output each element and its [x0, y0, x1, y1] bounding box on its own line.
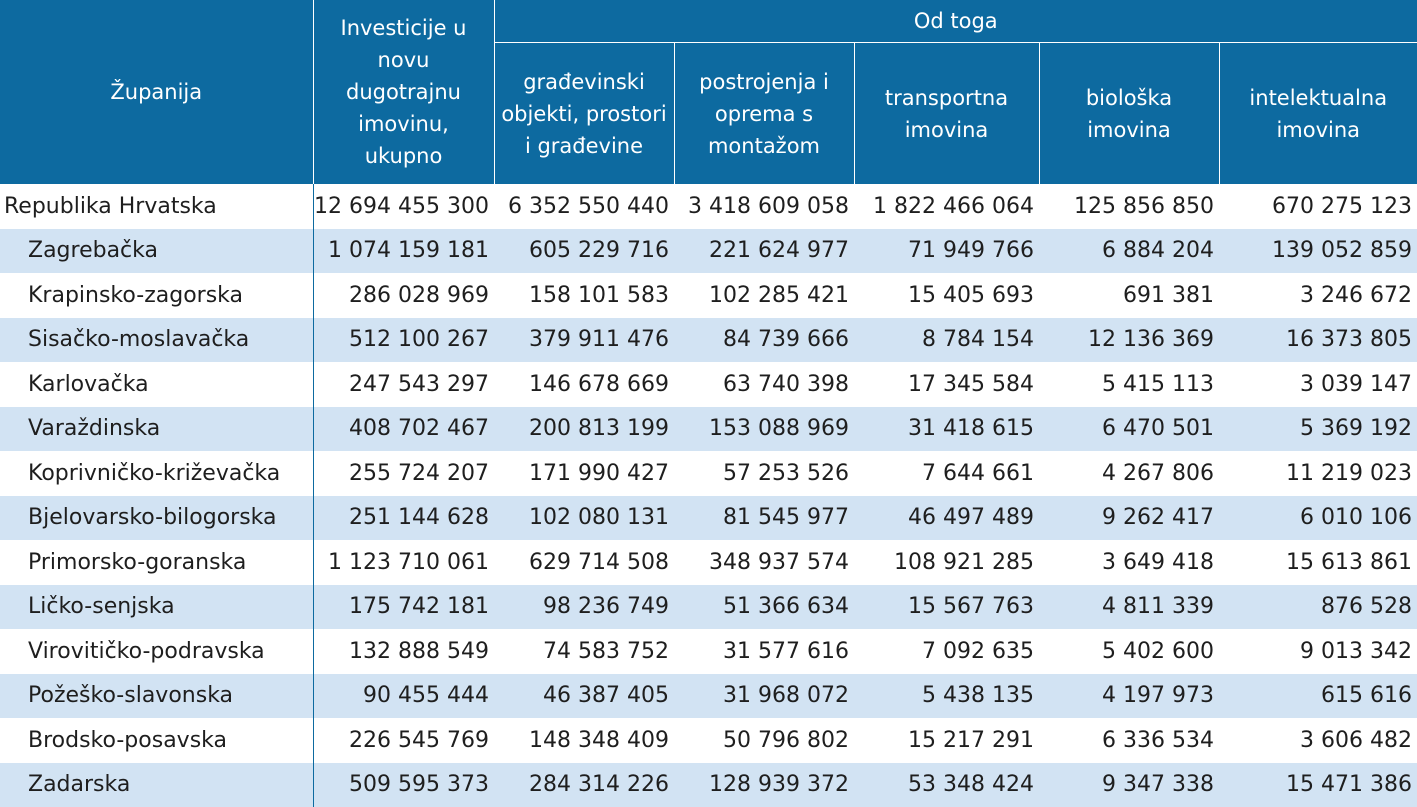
cell-intellectual: 876 528 — [1219, 585, 1417, 630]
cell-total: 226 545 769 — [313, 718, 494, 763]
cell-transport: 8 784 154 — [854, 318, 1039, 363]
cell-biological: 6 884 204 — [1039, 229, 1219, 274]
county-name: Karlovačka — [0, 362, 313, 407]
cell-intellectual: 139 052 859 — [1219, 229, 1417, 274]
cell-intellectual: 5 369 192 — [1219, 407, 1417, 452]
table-row — [0, 273, 1417, 318]
header-buildings: građevinski objekti, prostori i građevine — [494, 43, 674, 185]
cell-equipment: 84 739 666 — [674, 318, 854, 363]
cell-biological: 9 262 417 — [1039, 496, 1219, 541]
cell-total: 90 455 444 — [313, 674, 494, 719]
county-name: Varaždinska — [0, 407, 313, 452]
cell-buildings: 146 678 669 — [494, 362, 674, 407]
cell-equipment: 3 418 609 058 — [674, 184, 854, 229]
table-body — [0, 184, 1417, 807]
cell-equipment: 153 088 969 — [674, 407, 854, 452]
cell-total: 509 595 373 — [313, 763, 494, 807]
cell-biological: 4 197 973 — [1039, 674, 1219, 719]
cell-equipment: 31 577 616 — [674, 629, 854, 674]
county-name: Brodsko-posavska — [0, 718, 313, 763]
cell-total: 247 543 297 — [313, 362, 494, 407]
cell-intellectual: 3 246 672 — [1219, 273, 1417, 318]
cell-intellectual: 6 010 106 — [1219, 496, 1417, 541]
table-row — [0, 451, 1417, 496]
table-row — [0, 585, 1417, 630]
table-row — [0, 763, 1417, 807]
cell-biological: 5 402 600 — [1039, 629, 1219, 674]
header-of-which: Od toga — [494, 0, 1417, 43]
table-row — [0, 184, 1417, 229]
table-row — [0, 496, 1417, 541]
cell-intellectual: 16 373 805 — [1219, 318, 1417, 363]
cell-total: 286 028 969 — [313, 273, 494, 318]
cell-buildings: 605 229 716 — [494, 229, 674, 274]
cell-equipment: 348 937 574 — [674, 540, 854, 585]
table-row — [0, 407, 1417, 452]
table-row — [0, 229, 1417, 274]
header-transport: transportna imovina — [854, 43, 1039, 185]
cell-buildings: 148 348 409 — [494, 718, 674, 763]
cell-biological: 12 136 369 — [1039, 318, 1219, 363]
header-equipment: postrojenja i oprema s montažom — [674, 43, 854, 185]
cell-transport: 15 405 693 — [854, 273, 1039, 318]
cell-transport: 15 567 763 — [854, 585, 1039, 630]
cell-equipment: 102 285 421 — [674, 273, 854, 318]
cell-biological: 4 267 806 — [1039, 451, 1219, 496]
cell-transport: 5 438 135 — [854, 674, 1039, 719]
cell-buildings: 379 911 476 — [494, 318, 674, 363]
header-biological: biološka imovina — [1039, 43, 1219, 185]
cell-transport: 46 497 489 — [854, 496, 1039, 541]
cell-total: 255 724 207 — [313, 451, 494, 496]
table-row — [0, 540, 1417, 585]
cell-biological: 6 470 501 — [1039, 407, 1219, 452]
cell-biological: 691 381 — [1039, 273, 1219, 318]
cell-biological: 3 649 418 — [1039, 540, 1219, 585]
county-name: Republika Hrvatska — [0, 184, 313, 229]
cell-buildings: 74 583 752 — [494, 629, 674, 674]
table-row — [0, 629, 1417, 674]
cell-transport: 15 217 291 — [854, 718, 1039, 763]
cell-transport: 71 949 766 — [854, 229, 1039, 274]
cell-transport: 108 921 285 — [854, 540, 1039, 585]
header-total: Investicije u novu dugotrajnu imovinu, ukupno — [313, 0, 494, 184]
table-row — [0, 674, 1417, 719]
cell-equipment: 57 253 526 — [674, 451, 854, 496]
cell-total: 251 144 628 — [313, 496, 494, 541]
cell-transport: 7 644 661 — [854, 451, 1039, 496]
cell-buildings: 200 813 199 — [494, 407, 674, 452]
table-header — [0, 0, 1417, 184]
cell-biological: 5 415 113 — [1039, 362, 1219, 407]
cell-buildings: 171 990 427 — [494, 451, 674, 496]
cell-buildings: 6 352 550 440 — [494, 184, 674, 229]
cell-biological: 4 811 339 — [1039, 585, 1219, 630]
county-name: Bjelovarsko-bilogorska — [0, 496, 313, 541]
cell-equipment: 51 366 634 — [674, 585, 854, 630]
cell-equipment: 221 624 977 — [674, 229, 854, 274]
cell-total: 175 742 181 — [313, 585, 494, 630]
cell-transport: 7 092 635 — [854, 629, 1039, 674]
table-row — [0, 718, 1417, 763]
county-name: Zadarska — [0, 763, 313, 807]
cell-biological: 125 856 850 — [1039, 184, 1219, 229]
county-name: Sisačko-moslavačka — [0, 318, 313, 363]
cell-buildings: 629 714 508 — [494, 540, 674, 585]
cell-buildings: 102 080 131 — [494, 496, 674, 541]
cell-transport: 53 348 424 — [854, 763, 1039, 807]
cell-equipment: 63 740 398 — [674, 362, 854, 407]
cell-transport: 31 418 615 — [854, 407, 1039, 452]
header-intellectual: intelektualna imovina — [1219, 43, 1417, 185]
cell-intellectual: 11 219 023 — [1219, 451, 1417, 496]
county-name: Koprivničko-križevačka — [0, 451, 313, 496]
cell-total: 408 702 467 — [313, 407, 494, 452]
cell-equipment: 31 968 072 — [674, 674, 854, 719]
table-row — [0, 318, 1417, 363]
county-name: Zagrebačka — [0, 229, 313, 274]
cell-total: 1 074 159 181 — [313, 229, 494, 274]
cell-equipment: 128 939 372 — [674, 763, 854, 807]
cell-biological: 9 347 338 — [1039, 763, 1219, 807]
cell-total: 1 123 710 061 — [313, 540, 494, 585]
cell-biological: 6 336 534 — [1039, 718, 1219, 763]
cell-transport: 1 822 466 064 — [854, 184, 1039, 229]
cell-intellectual: 15 613 861 — [1219, 540, 1417, 585]
cell-buildings: 158 101 583 — [494, 273, 674, 318]
cell-buildings: 98 236 749 — [494, 585, 674, 630]
county-name: Ličko-senjska — [0, 585, 313, 630]
cell-total: 512 100 267 — [313, 318, 494, 363]
table-row — [0, 362, 1417, 407]
county-name: Virovitičko-podravska — [0, 629, 313, 674]
cell-transport: 17 345 584 — [854, 362, 1039, 407]
cell-buildings: 46 387 405 — [494, 674, 674, 719]
cell-intellectual: 3 039 147 — [1219, 362, 1417, 407]
county-name: Krapinsko-zagorska — [0, 273, 313, 318]
cell-total: 12 694 455 300 — [313, 184, 494, 229]
cell-buildings: 284 314 226 — [494, 763, 674, 807]
cell-intellectual: 615 616 — [1219, 674, 1417, 719]
county-name: Požeško-slavonska — [0, 674, 313, 719]
cell-intellectual: 670 275 123 — [1219, 184, 1417, 229]
cell-equipment: 81 545 977 — [674, 496, 854, 541]
cell-equipment: 50 796 802 — [674, 718, 854, 763]
county-name: Primorsko-goranska — [0, 540, 313, 585]
cell-total: 132 888 549 — [313, 629, 494, 674]
header-county: Županija — [0, 0, 313, 184]
cell-intellectual: 3 606 482 — [1219, 718, 1417, 763]
cell-intellectual: 15 471 386 — [1219, 763, 1417, 807]
cell-intellectual: 9 013 342 — [1219, 629, 1417, 674]
